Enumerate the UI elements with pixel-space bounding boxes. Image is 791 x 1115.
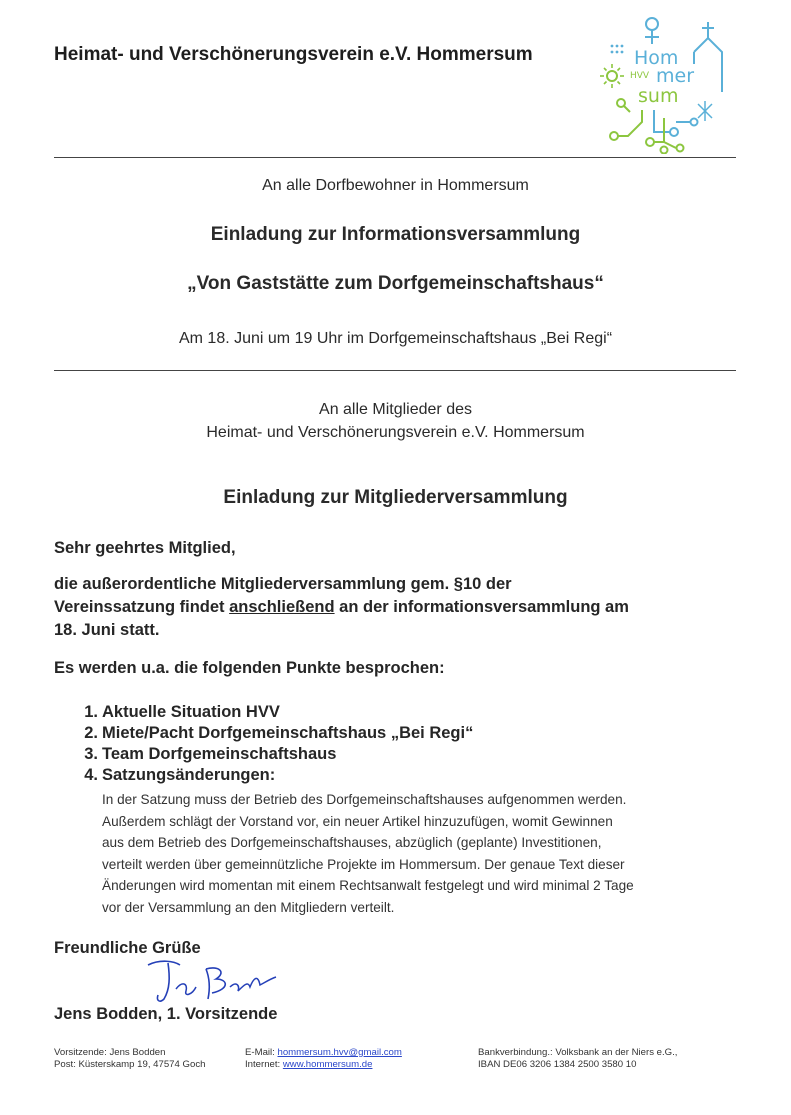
agenda-item	[84, 724, 474, 745]
logo-text-line1: Hom	[634, 47, 679, 69]
divider-middle	[54, 370, 736, 371]
signature-image	[140, 955, 290, 1010]
footer-bank-name: Bankverbindung.: Volksbank an der Niers e.G.,	[478, 1047, 678, 1058]
detail-line: Änderungen wird momentan mit einem Rechtsanwalt festgelegt und wird minimal 2 Tage	[102, 878, 634, 893]
detail-line: In der Satzung muss der Betrieb des Dorfgemeinschaftshauses aufgenommen werden.	[102, 792, 627, 807]
agenda-item	[84, 745, 473, 766]
footer-postal-address: Post: Küsterskamp 19, 47574 Goch	[54, 1059, 206, 1070]
footer-web-label: Internet:	[245, 1059, 283, 1070]
footer-bank	[478, 1047, 677, 1071]
agenda-item-label: Satzungsänderungen:	[102, 766, 276, 784]
divider-top	[54, 157, 736, 158]
agenda-list	[84, 703, 474, 787]
website-link[interactable]: www.hommersum.de	[282, 1059, 373, 1070]
agenda-item-label: Aktuelle Situation HVV	[102, 703, 280, 721]
agenda-item-label: Miete/Pacht Dorfgemeinschaftshaus „Bei Regi“	[102, 724, 474, 742]
agenda-item-number: 2.	[84, 724, 98, 742]
paragraph-line2	[54, 598, 629, 617]
paragraph-line1: die außerordentliche Mitgliederversammlung gem. §10 der	[54, 575, 512, 593]
info-subtitle: „Von Gaststätte zum Dorfgemeinschaftshaus“	[187, 273, 604, 294]
signer-name: Jens Bodden, 1. Vorsitzende	[54, 1005, 278, 1023]
member-title: Einladung zur Mitgliederversammlung	[223, 487, 568, 508]
detail-line: Außerdem schlägt der Vorstand vor, ein neuer Artikel hinzuzufügen, womit Gewinnen	[102, 813, 613, 829]
info-date-line: Am 18. Juni um 19 Uhr im Dorfgemeinschaftshaus „Bei Regi“	[178, 330, 613, 347]
agenda-item-number: 4.	[84, 766, 98, 784]
agenda-item	[84, 703, 473, 724]
footer-contact	[54, 1047, 205, 1071]
salutation: Sehr geehrtes Mitglied,	[54, 539, 236, 557]
organization-title: Heimat- und Verschönerungsverein e.V. Hommersum	[54, 44, 533, 65]
underlined-word: anschließend	[229, 598, 335, 616]
footer-online	[245, 1047, 402, 1071]
detail-line: verteilt werden über gemeinnützliche Projekte im Hommersum. Der genaue Text dieser	[102, 856, 625, 872]
logo-tag: HVV	[630, 71, 650, 81]
hommersum-logo	[594, 14, 740, 154]
paragraph-line2-start: Vereinssatzung findet	[54, 598, 230, 616]
agenda-item	[84, 766, 473, 787]
email-link[interactable]: hommersum.hvv@gmail.com	[277, 1047, 402, 1058]
info-title: Einladung zur Informationsversammlung	[210, 224, 581, 245]
item4-detail	[102, 789, 742, 918]
footer-email-row	[245, 1047, 402, 1059]
agenda-item-label: Team Dorfgemeinschaftshaus	[102, 745, 337, 763]
closing-greeting: Freundliche Grüße	[54, 939, 201, 957]
detail-line: aus dem Betrieb des Dorfgemeinschaftshauses, abzüglich (geplante) Investitionen,	[102, 835, 602, 850]
member-addressee-line2: Heimat- und Verschönerungsverein e.V. Hommersum	[206, 424, 585, 441]
logo-text-line3: sum	[638, 85, 679, 107]
footer-web-row	[245, 1059, 402, 1071]
agenda-item-number: 1.	[84, 703, 98, 721]
footer-chair: Vorsitzende: Jens Bodden	[54, 1047, 166, 1058]
footer-email-label: E-Mail:	[245, 1047, 278, 1058]
paragraph-line3: 18. Juni statt.	[54, 621, 160, 639]
member-addressee-line1: An alle Mitglieder des	[319, 401, 472, 418]
info-addressee: An alle Dorfbewohner in Hommersum	[262, 177, 529, 194]
footer-iban: IBAN DE06 3206 1384 2500 3580 10	[478, 1059, 637, 1070]
logo-text-line2: mer	[656, 65, 695, 87]
points-intro: Es werden u.a. die folgenden Punkte besprochen:	[54, 659, 445, 677]
detail-line: vor der Versammlung an den Mitgliedern verteilt.	[102, 899, 395, 915]
agenda-item-number: 3.	[84, 745, 98, 763]
paragraph-line2-end: an der informationsversammlung am	[334, 598, 629, 616]
